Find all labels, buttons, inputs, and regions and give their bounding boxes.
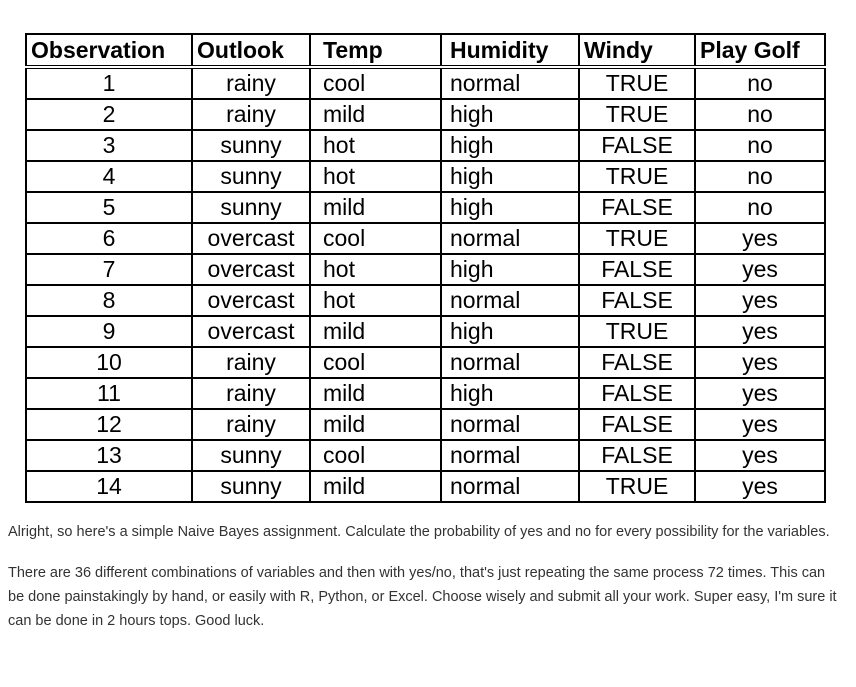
cell-outlook: sunny — [192, 161, 310, 192]
table-row — [26, 316, 825, 347]
cell-humidity: high — [441, 254, 579, 285]
cell-temp: mild — [310, 378, 441, 409]
table-row — [26, 99, 825, 130]
cell-play-golf: no — [695, 192, 825, 223]
cell-humidity: high — [441, 161, 579, 192]
cell-temp: mild — [310, 192, 441, 223]
cell-observation: 14 — [26, 471, 192, 502]
cell-observation: 2 — [26, 99, 192, 130]
cell-windy: TRUE — [579, 316, 695, 347]
cell-observation: 13 — [26, 440, 192, 471]
cell-observation: 10 — [26, 347, 192, 378]
table-row — [26, 378, 825, 409]
assignment-description — [8, 520, 843, 650]
description-paragraph-1: Alright, so here's a simple Naive Bayes assignment. Calculate the probability of yes and no for every possibility for the variables. — [8, 524, 830, 540]
table-row — [26, 409, 825, 440]
cell-temp: cool — [310, 347, 441, 378]
cell-temp: mild — [310, 409, 441, 440]
cell-outlook: sunny — [192, 130, 310, 161]
cell-observation: 3 — [26, 130, 192, 161]
cell-temp: cool — [310, 67, 441, 99]
cell-observation: 12 — [26, 409, 192, 440]
cell-observation: 5 — [26, 192, 192, 223]
cell-humidity: normal — [441, 409, 579, 440]
cell-windy: FALSE — [579, 347, 695, 378]
table-row — [26, 440, 825, 471]
cell-play-golf: yes — [695, 440, 825, 471]
cell-play-golf: yes — [695, 471, 825, 502]
cell-outlook: sunny — [192, 440, 310, 471]
table-body — [26, 67, 825, 502]
table-row — [26, 192, 825, 223]
cell-windy: FALSE — [579, 378, 695, 409]
cell-outlook: rainy — [192, 378, 310, 409]
header-play-golf: Play Golf — [695, 34, 825, 67]
table-header — [26, 34, 825, 67]
table-row — [26, 254, 825, 285]
cell-outlook: sunny — [192, 471, 310, 502]
cell-windy: FALSE — [579, 409, 695, 440]
cell-temp: hot — [310, 285, 441, 316]
table-row — [26, 223, 825, 254]
cell-observation: 8 — [26, 285, 192, 316]
cell-humidity: high — [441, 130, 579, 161]
cell-play-golf: no — [695, 161, 825, 192]
cell-observation: 4 — [26, 161, 192, 192]
header-observation: Observation — [26, 34, 192, 67]
table-row — [26, 347, 825, 378]
cell-windy: TRUE — [579, 67, 695, 99]
cell-play-golf: yes — [695, 254, 825, 285]
cell-humidity: normal — [441, 67, 579, 99]
header-humidity: Humidity — [441, 34, 579, 67]
cell-observation: 7 — [26, 254, 192, 285]
cell-play-golf: yes — [695, 316, 825, 347]
header-outlook: Outlook — [192, 34, 310, 67]
cell-play-golf: no — [695, 130, 825, 161]
cell-temp: mild — [310, 99, 441, 130]
cell-temp: hot — [310, 161, 441, 192]
cell-windy: TRUE — [579, 471, 695, 502]
cell-observation: 6 — [26, 223, 192, 254]
cell-outlook: rainy — [192, 409, 310, 440]
table-row — [26, 161, 825, 192]
cell-outlook: rainy — [192, 67, 310, 99]
cell-humidity: high — [441, 99, 579, 130]
cell-play-golf: no — [695, 67, 825, 99]
cell-humidity: normal — [441, 471, 579, 502]
cell-windy: TRUE — [579, 99, 695, 130]
cell-outlook: sunny — [192, 192, 310, 223]
cell-play-golf: yes — [695, 378, 825, 409]
cell-temp: hot — [310, 130, 441, 161]
table-row — [26, 285, 825, 316]
cell-temp: cool — [310, 223, 441, 254]
cell-humidity: high — [441, 316, 579, 347]
golf-data-table-container — [25, 33, 826, 503]
table-row — [26, 471, 825, 502]
cell-outlook: rainy — [192, 99, 310, 130]
cell-temp: mild — [310, 471, 441, 502]
cell-humidity: normal — [441, 223, 579, 254]
cell-outlook: overcast — [192, 285, 310, 316]
cell-play-golf: yes — [695, 409, 825, 440]
cell-observation: 9 — [26, 316, 192, 347]
description-paragraph-2: There are 36 different combinations of variables and then with yes/no, that's just repeating the same process 72 times. This can be done painstakingly by hand, or easily with R, Python, or Excel. Choose wisely and submit all your work. Super easy, I'm sure it can be done in 2 hours tops. Good luck. — [8, 565, 837, 629]
cell-observation: 11 — [26, 378, 192, 409]
cell-outlook: overcast — [192, 316, 310, 347]
cell-humidity: normal — [441, 440, 579, 471]
cell-outlook: overcast — [192, 254, 310, 285]
table-row — [26, 130, 825, 161]
table-row — [26, 67, 825, 99]
cell-play-golf: yes — [695, 347, 825, 378]
cell-outlook: rainy — [192, 347, 310, 378]
cell-temp: mild — [310, 316, 441, 347]
cell-windy: TRUE — [579, 161, 695, 192]
cell-humidity: normal — [441, 285, 579, 316]
header-temp: Temp — [310, 34, 441, 67]
cell-humidity: normal — [441, 347, 579, 378]
cell-play-golf: yes — [695, 285, 825, 316]
cell-windy: TRUE — [579, 223, 695, 254]
cell-windy: FALSE — [579, 440, 695, 471]
cell-windy: FALSE — [579, 130, 695, 161]
cell-windy: FALSE — [579, 285, 695, 316]
header-windy: Windy — [579, 34, 695, 67]
cell-temp: hot — [310, 254, 441, 285]
cell-windy: FALSE — [579, 254, 695, 285]
cell-humidity: high — [441, 192, 579, 223]
cell-windy: FALSE — [579, 192, 695, 223]
cell-humidity: high — [441, 378, 579, 409]
header-row — [26, 34, 825, 67]
cell-play-golf: yes — [695, 223, 825, 254]
cell-outlook: overcast — [192, 223, 310, 254]
cell-temp: cool — [310, 440, 441, 471]
cell-play-golf: no — [695, 99, 825, 130]
golf-data-table — [25, 33, 826, 503]
cell-observation: 1 — [26, 67, 192, 99]
